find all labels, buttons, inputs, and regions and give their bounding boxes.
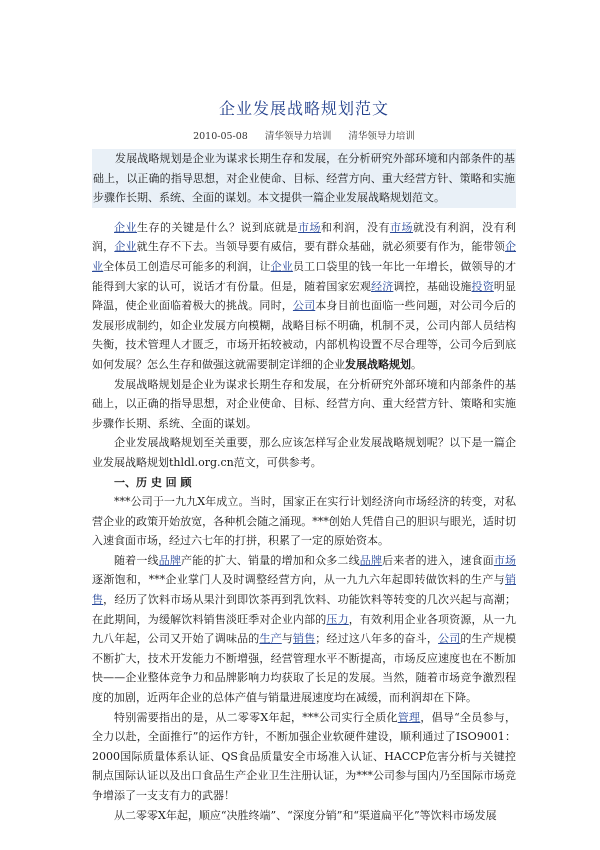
article-meta [92, 128, 516, 142]
keyword-link[interactable]: 市场 [390, 220, 413, 234]
publish-date: 2010-05-08 [193, 131, 248, 142]
bold-phrase: 发展战略规划 [345, 357, 411, 371]
paragraph: ***公司于一九九X年成立。当时，国家正在实行计划经济向市场经济的转变，对私营企业的政策开始放宽，各种机会随之涌现。***创始人凭借自己的胆识与眼光，适时切入速食面市场，经过六七年的打拼，积累了一定的原始资本。 [92, 495, 516, 548]
keyword-link[interactable]: 公司 [292, 299, 316, 313]
paragraph: 从二零零X年起，顺应“决胜终端”、“深度分销”和“渠道扁平化”等饮料市场发展 [114, 808, 497, 822]
keyword-link[interactable]: 生产 [259, 632, 282, 646]
keyword-link[interactable]: 管理 [397, 710, 421, 724]
keyword-link[interactable]: 企业 [114, 240, 137, 254]
paragraph: 特别需要指出的是，从二零零X年起，***公司实行全质化管理，倡导“全员参与，全力以赴，全面推行”的运作方针，不断加强企业软硬件建设，顺利通过了ISO9001：2000国际质量体系认证、QS食品质量安全市场准入认证、HACCP危害分析与关键控制点国际认证以及出口食品生产企业卫生注册认证，为***公司参与国内乃至国际市场竞争增添了一支支有力的武器！ [92, 710, 516, 802]
paragraph: 企业生存的关键是什么？说到底就是市场和利润，没有市场就没有利润，没有利润，企业就生存不下去。当领导要有威信，要有群众基础，就必须要有作为，能带领企业全体员工创造尽可能多的利润，让企业员工口袋里的钱一年比一年增长，做领导的才能得到大家的认可，说话才有份量。但是，随着国家宏观经济调控，基础设施投资明显降温，使企业面临着极大的挑战。同时，公司本身目前也面临一些问题，对公司今后的发展形成制约，如企业发展方向模糊，战略目标不明确，机制不灵，公司内部人员结构失衡，技术管理人才匮乏，市场开拓较被动，内部机构设置不尽合理等，公司今后到底如何发展？怎么生存和做强这就需要制定详细的企业发展战略规划。 [92, 220, 517, 371]
section-heading: 一、历 史 回 顾 [114, 475, 192, 489]
keyword-link[interactable]: 经济 [371, 279, 394, 293]
keyword-link[interactable]: 投资 [471, 279, 494, 293]
summary-box [92, 149, 516, 208]
paragraph: 随着一线品牌产能的扩大、销量的增加和众多二线品牌后来者的进入，速食面市场逐渐饱和，***企业掌门人及时调整经营方向，从一九九六年起即转做饮料的生产与销售，经历了饮料市场从果汁到即饮茶再到乳饮料、功能饮料等转变的几次兴起与高潮；在此期间，为缓解饮料销售淡旺季对企业内部的压力，有效利用企业各项资源，从一九九八年起，公司又开始了调味品的生产与销售；经过这八年多的奋斗，公司的生产规模不断扩大，技术开发能力不断增强，经营管理水平不断提高，市场反应速度也在不断加快——企业整体竞争力和品牌影响力均获取了长足的发展。当然，随着市场竞争激烈程度的加剧，近两年企业的总体产值与销量进展速度均在减缓，而利润却在下降。 [92, 553, 517, 705]
keyword-link[interactable]: 市场 [493, 553, 517, 567]
keyword-link[interactable]: 市场 [298, 220, 321, 234]
document-page [92, 0, 516, 825]
keyword-link[interactable]: 企业 [270, 259, 293, 273]
keyword-link[interactable]: 压力 [326, 612, 349, 626]
keyword-link[interactable]: 品牌 [158, 553, 182, 567]
page-title: 企业发展战略规划范文 [218, 99, 389, 118]
meta-tag: 清华领导力培训 [348, 131, 415, 142]
keyword-link[interactable]: 销售 [292, 632, 316, 646]
meta-tag: 清华领导力培训 [264, 131, 332, 142]
paragraph: 企业发展战略规划至关重要，那么应该怎样写企业发展战略规划呢？以下是一篇企业发展战略规划thldl.org.cn范文，可供参考。 [92, 436, 516, 469]
paragraph: 发展战略规划是企业为谋求长期生存和发展，在分析研究外部环境和内部条件的基础上，以正确的指导思想，对企业使命、目标、经营方向、重大经营方针、策略和实施步骤作长期、系统、全面的谋划。 [92, 377, 516, 430]
keyword-link[interactable]: 企业 [92, 240, 517, 273]
keyword-link[interactable]: 企业 [114, 220, 137, 234]
summary-text: 发展战略规划是企业为谋求长期生存和发展，在分析研究外部环境和内部条件的基础上，以正确的指导思想，对企业使命、目标、经营方向、重大经营方针、策略和实施步骤作长期、系统、全面的谋划。本文提供一篇企业发展战略规划范文。 [93, 152, 515, 205]
keyword-link[interactable]: 品牌 [359, 553, 383, 567]
keyword-link[interactable]: 公司 [438, 632, 461, 646]
keyword-link[interactable]: 销售 [92, 573, 516, 607]
